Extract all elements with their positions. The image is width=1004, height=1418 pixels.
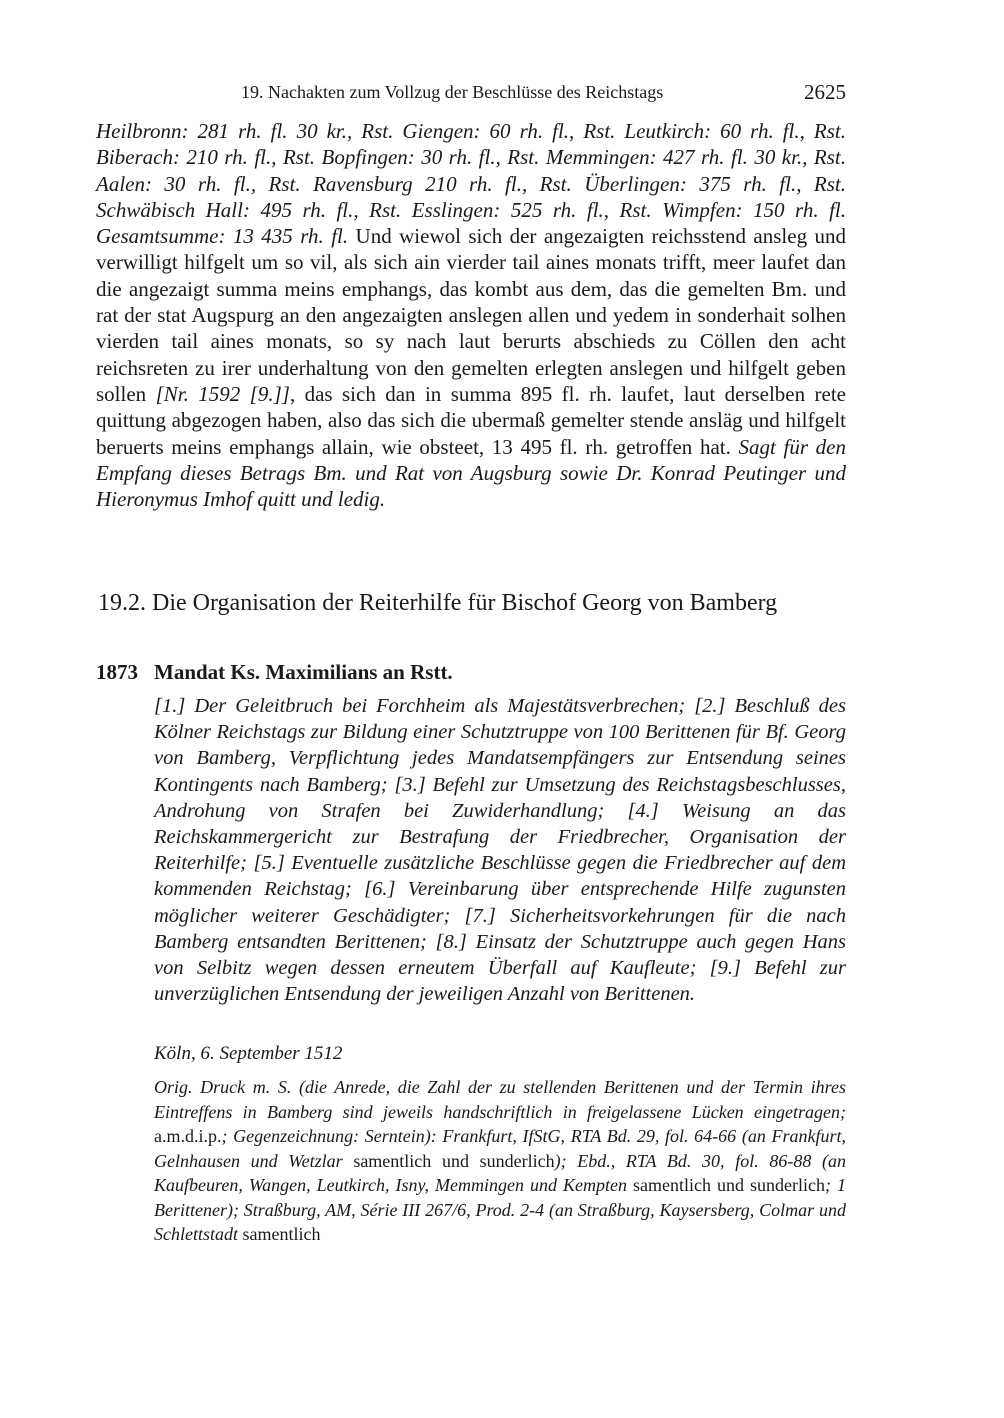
page-number: 2625 (804, 80, 846, 104)
sources-part-6: samentlich und sunderlich (633, 1175, 825, 1195)
sources-part-1: Orig. Druck m. S. (die Anrede, die Zahl der zu stellenden Berittenen und der Termin ihres Eintreffens in Bamberg sind jeweils handschriftlich in freigelassene Lücken eingetragen; (154, 1077, 846, 1122)
body-text-1: Und wiewol sich der angezaigten reichsstend ansleg und verwilligt hilfgelt um so vil, als sich ain vierder tail aines monats trifft, meer laufet dan die angezaigt summa meins emphangs, das kombt aus dem, das die gemelten Bm. und rat der stat Augspurg an den angezaigten anslegen allen und yedem in sonderhait solhen vierden tail aines monats, so sy nach laut berurts abschieds zu Cöllen den acht reichsreten zu irer underhaltung von den gemelten erlegten anslegen und hilfgelt geben sollen (96, 224, 846, 406)
sources-part-3: ; Gegenzeichnung: Serntein): Frankfurt, IfStG, RTA Bd. 29, fol. 64-66 (an Frankfurt, Gelnhausen und Wetzlar (154, 1126, 846, 1171)
entry-heading (96, 660, 846, 685)
body-cross-reference: [Nr. 1592 [9.]] (155, 381, 290, 406)
sources-part-5: ); Ebd., RTA Bd. 30, fol. 86-88 (an Kaufbeuren, Wangen, Leutkirch, Isny, Memmingen und Kempten (154, 1150, 847, 1195)
body-paragraph (96, 118, 846, 512)
entry-dateline: Köln, 6. September 1512 (154, 1043, 343, 1064)
section-heading: 19.2. Die Organisation der Reiterhilfe für Bischof Georg von Bamberg (98, 590, 778, 616)
sources-part-4: samentlich und sunderlich (353, 1150, 555, 1171)
body-text-2: , das sich dan in summa 895 fl. rh. laufet, laut derselben rete quittung abgezogen haben, also das sich die ubermaß gemelter stende ansläg und hilfgelt beruerts meins emphangs allain, wie obsteet, 13 495 fl. rh. getroffen hat. (96, 381, 846, 459)
body-italic-list: Heilbronn: 281 rh. fl. 30 kr., Rst. Giengen: 60 rh. fl., Rst. Leutkirch: 60 rh. fl., Rst. Biberach: 210 rh. fl., Rst. Bopfingen: 30 rh. fl., Rst. Memmingen: 427 rh. fl. 30 kr., Rst. Aalen: 30 rh. fl., Rst. Ravensburg 210 rh. fl., Rst. Überlingen: 375 rh. fl., Rst. Schwäbisch Hall: 495 rh. fl., Rst. Esslingen: 525 rh. fl., Rst. Wimpfen: 150 rh. fl. Gesamtsumme: 13 435 rh. fl. (96, 119, 846, 249)
running-head-title: 19. Nachakten zum Vollzug der Beschlüsse des Reichstags (241, 82, 664, 102)
running-head (96, 80, 846, 106)
entry-title: Mandat Ks. Maximilians an Rstt. (154, 660, 453, 684)
entry-regest: [1.] Der Geleitbruch bei Forchheim als Majestätsverbrechen; [2.] Beschluß des Kölner Reichstags zur Bildung einer Schutztruppe von 100 Berittenen für Bf. Georg von Bamberg, Verpflichtung jedes Mandatsempfängers zur Entsendung seines Kontingents nach Bamberg; [3.] Befehl zur Umsetzung des Reichstagsbeschlusses, Androhung von Strafen bei Zuwiderhandlung; [4.] Weisung an das Reichskammergericht zur Bestrafung der Friedbrecher, Organisation der Reiterhilfe; [5.] Eventuelle zusätzliche Beschlüsse gegen die Friedbrecher auf dem kommenden Reichstag; [6.] Vereinbarung über entsprechende Hilfe zugunsten möglicher weiterer Geschädigter; [7.] Sicherheitsvorkehrungen für die nach Bamberg entsandten Berittenen; [8.] Einsatz der Schutztruppe auch gegen Hans von Selbitz wegen dessen erneutem Überfall auf Kaufleute; [9.] Befehl zur unverzüglichen Entsendung der jeweiligen Anzahl von Berittenen. (154, 695, 846, 1006)
entry-sources (154, 1075, 846, 1247)
sources-part-8: samentlich (242, 1224, 321, 1244)
body-italic-summary: Sagt für den Empfang dieses Betrags Bm. und Rat von Augsburg sowie Dr. Konrad Peutinger und Hieronymus Imhof quitt und ledig. (96, 434, 846, 512)
sources-part-7: ; 1 Berittener); Straßburg, AM, Série III 267/6, Prod. 2-4 (an Straßburg, Kaysersberg, Colmar und Schlettstadt (154, 1175, 846, 1244)
sources-part-2: a.m.d.i.p. (154, 1126, 222, 1146)
entry-number: 1873 (96, 660, 138, 684)
